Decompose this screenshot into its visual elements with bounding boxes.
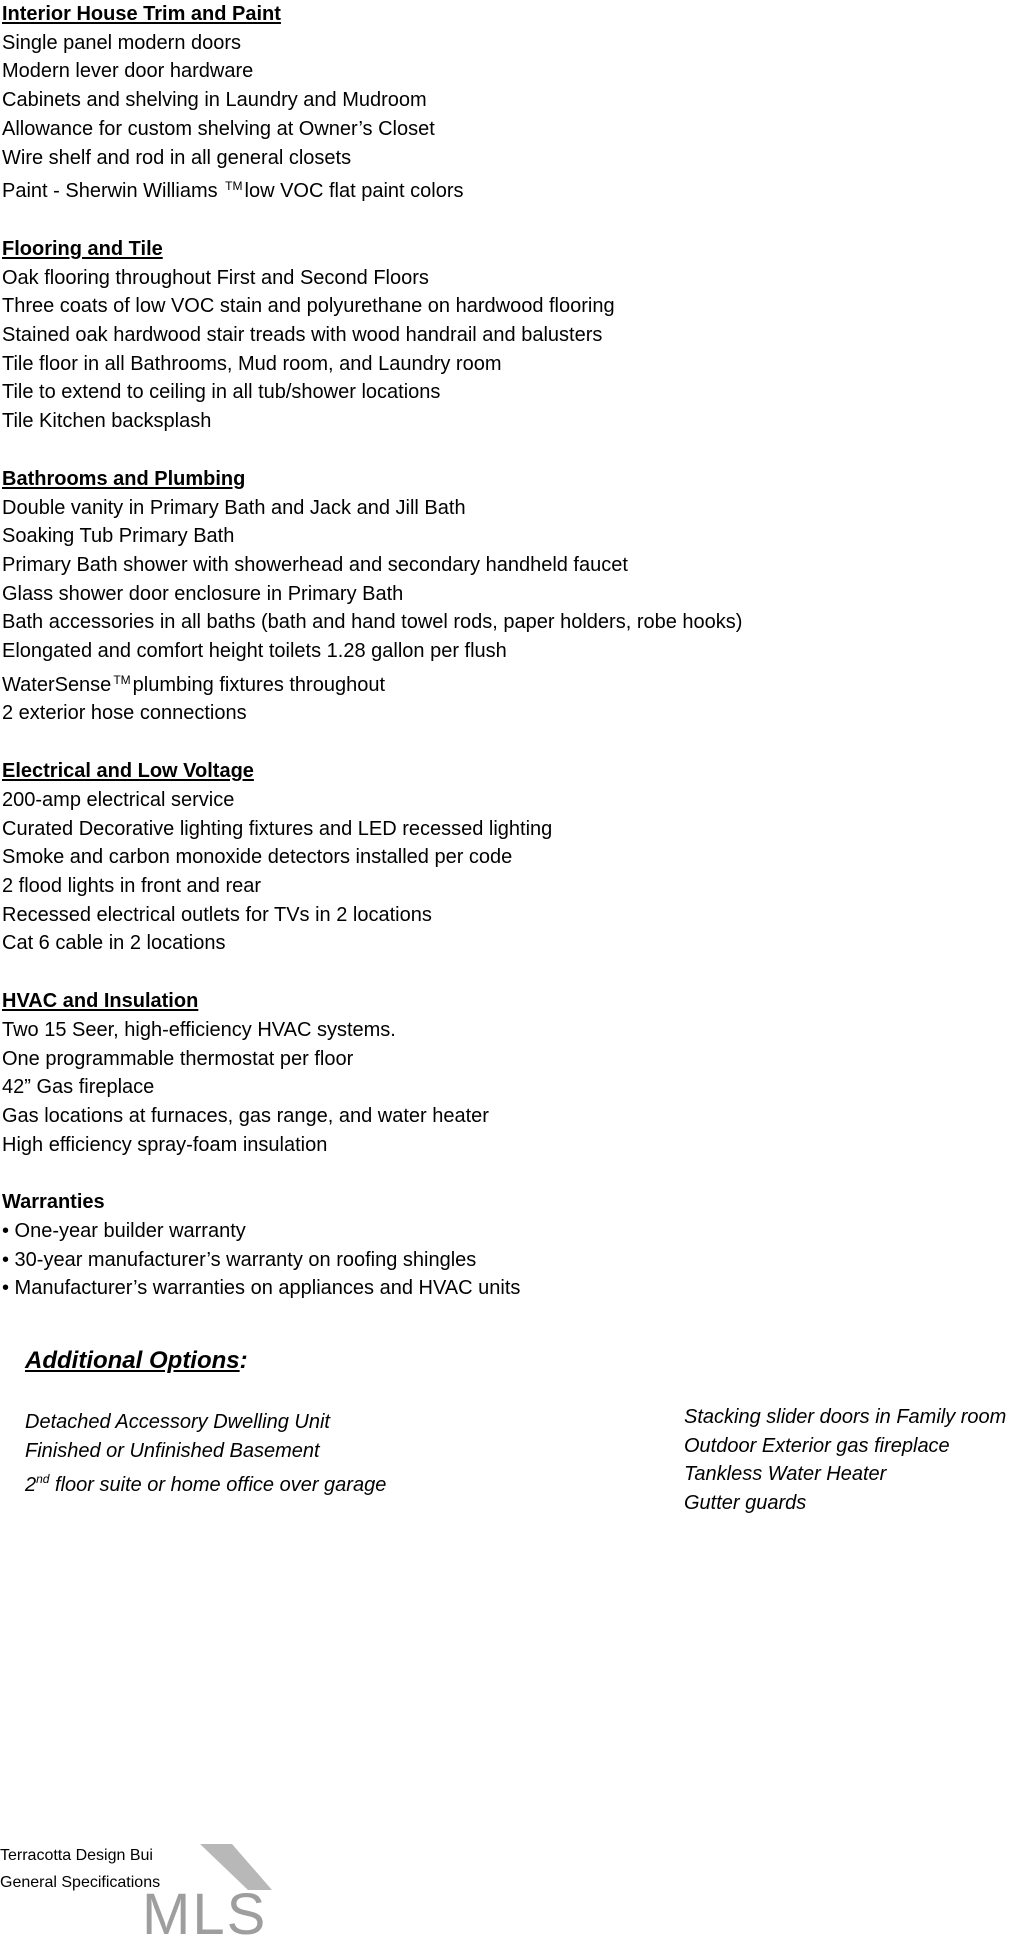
- section-electrical-low-voltage: [2, 757, 1002, 958]
- additional-options-left-column: [25, 1408, 386, 1500]
- spec-item: Stained oak hardwood stair treads with wood handrail and balusters: [2, 324, 603, 347]
- option-item: Stacking slider doors in Family room: [684, 1406, 1007, 1428]
- spec-item: Tile to extend to ceiling in all tub/shower locations: [2, 381, 441, 404]
- option-item: Outdoor Exterior gas fireplace: [684, 1434, 950, 1457]
- additional-options-heading: [25, 1346, 248, 1376]
- section-heading: Electrical and Low Voltage: [2, 760, 254, 783]
- option-item: Tankless Water Heater: [684, 1463, 887, 1486]
- spec-item: Modern lever door hardware: [2, 60, 254, 83]
- section-heading: HVAC and Insulation: [2, 990, 199, 1013]
- trademark-mark: TM: [225, 179, 243, 194]
- additional-options-colon: :: [239, 1347, 248, 1374]
- paint-text-rest: low VOC flat paint colors: [244, 180, 464, 203]
- option-item: Finished or Unfinished Basement: [25, 1439, 320, 1462]
- spec-item: 42” Gas fireplace: [2, 1076, 155, 1099]
- footer-document-title: General Specifications: [0, 1874, 161, 1891]
- option-item: Detached Accessory Dwelling Unit: [25, 1411, 330, 1433]
- option-item: Gutter guards: [684, 1492, 807, 1515]
- suite-text: floor suite or home office over garage: [49, 1474, 387, 1497]
- trademark-mark: TM: [113, 672, 131, 687]
- spec-item: Primary Bath shower with showerhead and secondary handheld faucet: [2, 553, 628, 576]
- spec-item: 2 exterior hose connections: [2, 702, 247, 725]
- spec-item: Double vanity in Primary Bath and Jack and Jill Bath: [2, 496, 466, 519]
- spec-item: Recessed electrical outlets for TVs in 2 locations: [2, 903, 432, 926]
- suite-number: 2: [25, 1474, 37, 1497]
- spec-item: Bath accessories in all baths (bath and hand towel rods, paper holders, robe hooks): [2, 611, 743, 634]
- mls-watermark-logo: [140, 1842, 280, 1937]
- section-warranties: [2, 1188, 1002, 1303]
- spec-item: Two 15 Seer, high-efficiency HVAC systems.: [2, 1018, 396, 1041]
- spec-item: High efficiency spray-foam insulation: [2, 1133, 328, 1156]
- spec-item: Allowance for custom shelving at Owner’s Closet: [2, 117, 435, 140]
- spec-item: Single panel modern doors: [2, 31, 242, 54]
- spec-item: Soaking Tub Primary Bath: [2, 525, 235, 548]
- option-item-suite: [25, 1465, 386, 1500]
- spec-item: Curated Decorative lighting fixtures and LED recessed lighting: [2, 817, 553, 840]
- section-heading: Interior House Trim and Paint: [2, 3, 281, 25]
- footer-company-name: Terracotta Design Bui: [0, 1847, 153, 1864]
- section-heading: Bathrooms and Plumbing: [2, 467, 246, 490]
- section-bathrooms-plumbing: [2, 465, 1002, 728]
- paint-text: Paint - Sherwin Williams: [2, 180, 218, 203]
- warranty-bullet-item: • Manufacturer’s warranties on appliances and HVAC units: [2, 1277, 521, 1300]
- watersense-text-rest: plumbing fixtures throughout: [132, 673, 386, 696]
- spec-item-paint: [2, 172, 1002, 206]
- warranty-bullet-item: • 30-year manufacturer’s warranty on roofing shingles: [2, 1248, 477, 1271]
- spec-item: Tile floor in all Bathrooms, Mud room, and Laundry room: [2, 352, 502, 375]
- section-hvac-insulation: [2, 987, 1002, 1159]
- section-heading: Flooring and Tile: [2, 237, 163, 260]
- suite-ordinal-suffix: nd: [36, 1472, 50, 1487]
- section-heading: Warranties: [2, 1191, 105, 1214]
- spec-item: 2 flood lights in front and rear: [2, 874, 262, 897]
- spec-item: 200-amp electrical service: [2, 788, 235, 811]
- section-interior-trim-paint: [2, 0, 1002, 206]
- watermark-text: MLS: [142, 1882, 268, 1937]
- spec-item: Cat 6 cable in 2 locations: [2, 932, 226, 955]
- specifications-list: [2, 0, 1002, 1332]
- watersense-text: WaterSense: [2, 673, 112, 696]
- additional-options-title: Additional Options: [25, 1347, 240, 1374]
- section-flooring-tile: [2, 235, 1002, 436]
- spec-item: Gas locations at furnaces, gas range, and water heater: [2, 1104, 489, 1127]
- spec-item: Cabinets and shelving in Laundry and Mudroom: [2, 89, 427, 112]
- spec-item: Three coats of low VOC stain and polyurethane on hardwood flooring: [2, 295, 615, 318]
- spec-item: One programmable thermostat per floor: [2, 1047, 354, 1070]
- spec-item: Glass shower door enclosure in Primary Bath: [2, 582, 404, 605]
- document-footer: [0, 1842, 160, 1896]
- spec-item: Oak flooring throughout First and Second Floors: [2, 266, 429, 289]
- spec-item: Smoke and carbon monoxide detectors installed per code: [2, 846, 513, 869]
- warranty-bullet-item: • One-year builder warranty: [2, 1220, 246, 1243]
- spec-item-watersense: [2, 666, 1002, 700]
- spec-item: Tile Kitchen backsplash: [2, 410, 212, 433]
- spec-item: Wire shelf and rod in all general closets: [2, 146, 352, 169]
- spec-item: Elongated and comfort height toilets 1.28 gallon per flush: [2, 640, 507, 663]
- additional-options-right-column: [684, 1403, 1006, 1518]
